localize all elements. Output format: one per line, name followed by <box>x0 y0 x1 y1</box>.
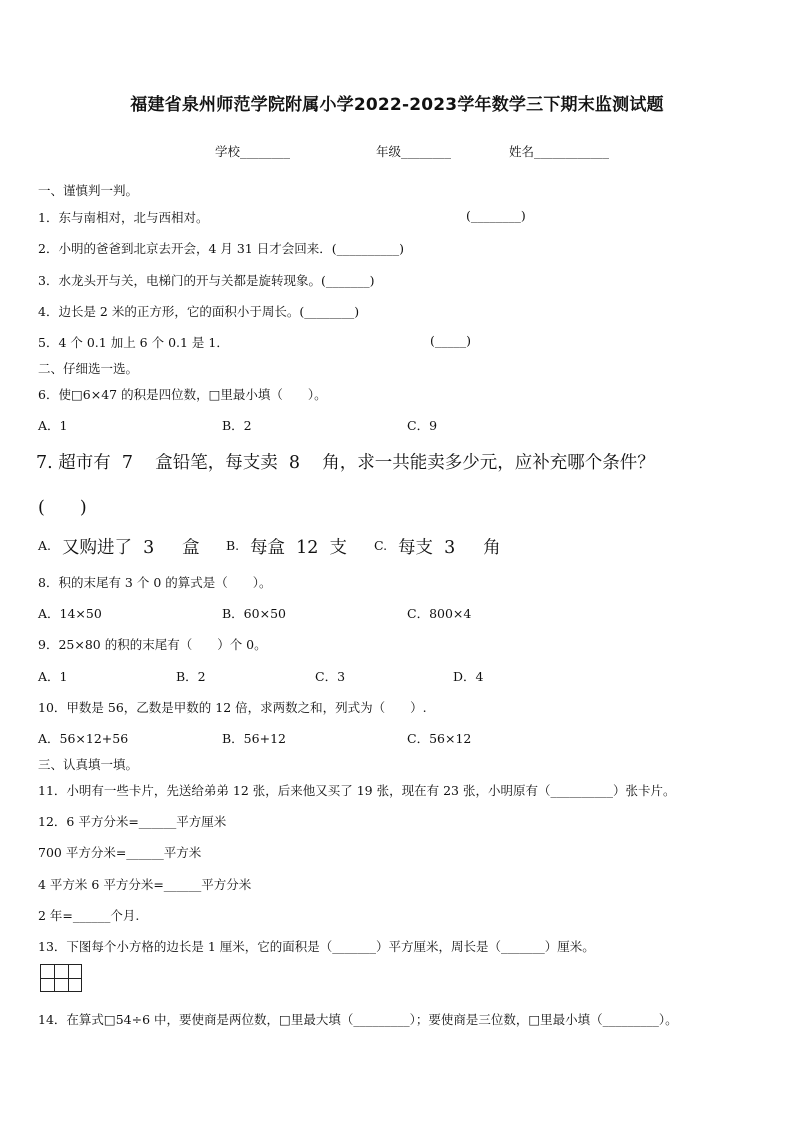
section-heading-1: 一、谨慎判一判。 <box>38 183 139 198</box>
question-9-option-d: D．4 <box>453 669 484 684</box>
question-9-option-c: C．3 <box>315 669 346 684</box>
question-6-option-c: C．9 <box>407 418 438 433</box>
question-7-option-c-letter: C. <box>374 538 388 553</box>
question-8-option-c: C．800×4 <box>407 606 472 621</box>
question-10-option-c: C．56×12 <box>407 731 472 746</box>
question-7-option-b: 每盒 12 支 <box>250 538 348 558</box>
question-10-option-a: A．56×12+56 <box>38 731 129 746</box>
question-7-option-a: 又购进了 3 盒 <box>62 538 200 558</box>
question-12-line-3: 4 平方米 6 平方分米=______平方分米 <box>38 877 252 892</box>
question-10-option-b: B．56+12 <box>222 731 286 746</box>
question-6: 6．使□6×47 的积是四位数，□里最小填（ ）。 <box>38 387 327 402</box>
question-9: 9．25×80 的积的末尾有（ ）个 0。 <box>38 637 267 652</box>
question-5: 5．4 个 0.1 加上 6 个 0.1 是 1． <box>38 335 229 350</box>
question-5-blank: (_____) <box>430 333 472 348</box>
question-6-option-b: B．2 <box>222 418 252 433</box>
question-7-option-c: 每支 3 角 <box>398 538 501 558</box>
grade-field: 年级________ <box>376 144 452 159</box>
question-1-blank: (________) <box>466 208 526 223</box>
question-12-line-4: 2 年=______个月. <box>38 908 140 923</box>
question-13: 13．下图每个小方格的边长是 1 厘米，它的面积是（_______）平方厘米，周长是（_______）厘米。 <box>38 939 595 954</box>
question-11: 11．小明有一些卡片，先送给弟弟 12 张，后来他又买了 19 张，现在有 23 张，小明原有（__________）张卡片。 <box>38 783 676 798</box>
question-2: 2．小明的爸爸到北京去开会，4 月 31 日才会回来．(__________) <box>38 241 404 256</box>
square-grid-figure <box>40 964 82 992</box>
name-field: 姓名____________ <box>509 144 610 159</box>
question-14: 14．在算式□54÷6 中，要使商是两位数，□里最大填（_________）；要使商是三位数，□里最小填（_________）。 <box>38 1012 678 1027</box>
question-12-line-1: 12．6 平方分米=______平方厘米 <box>38 814 227 829</box>
question-7-option-a-letter: A. <box>38 538 52 553</box>
question-7-option-b-letter: B. <box>226 538 240 553</box>
question-6-option-a: A．1 <box>38 418 68 433</box>
page-title: 福建省泉州师范学院附属小学2022-2023学年数学三下期末监测试题 <box>130 95 664 115</box>
question-10: 10．甲数是 56，乙数是甲数的 12 倍，求两数之和，列式为（ ）. <box>38 700 427 715</box>
question-8: 8．积的末尾有 3 个 0 的算式是（ ）。 <box>38 575 272 590</box>
grid-line <box>41 978 81 979</box>
question-3: 3．水龙头开与关，电梯门的开与关都是旋转现象。(_______) <box>38 273 375 288</box>
question-7-paren: ( ) <box>38 498 87 518</box>
question-8-option-b: B．60×50 <box>222 606 286 621</box>
question-7: 7. 超市有 7 盒铅笔，每支卖 8 角，求一共能卖多少元，应补充哪个条件？ <box>36 453 655 473</box>
question-12-line-2: 700 平方分米=______平方米 <box>38 845 202 860</box>
school-field: 学校________ <box>215 144 291 159</box>
question-8-option-a: A．14×50 <box>38 606 102 621</box>
section-heading-3: 三、认真填一填。 <box>38 757 139 772</box>
question-9-option-a: A．1 <box>38 669 68 684</box>
question-4: 4．边长是 2 米的正方形，它的面积小于周长。(________) <box>38 304 360 319</box>
section-heading-2: 二、仔细选一选。 <box>38 361 139 376</box>
question-1: 1．东与南相对，北与西相对。 <box>38 210 209 225</box>
question-9-option-b: B．2 <box>176 669 206 684</box>
